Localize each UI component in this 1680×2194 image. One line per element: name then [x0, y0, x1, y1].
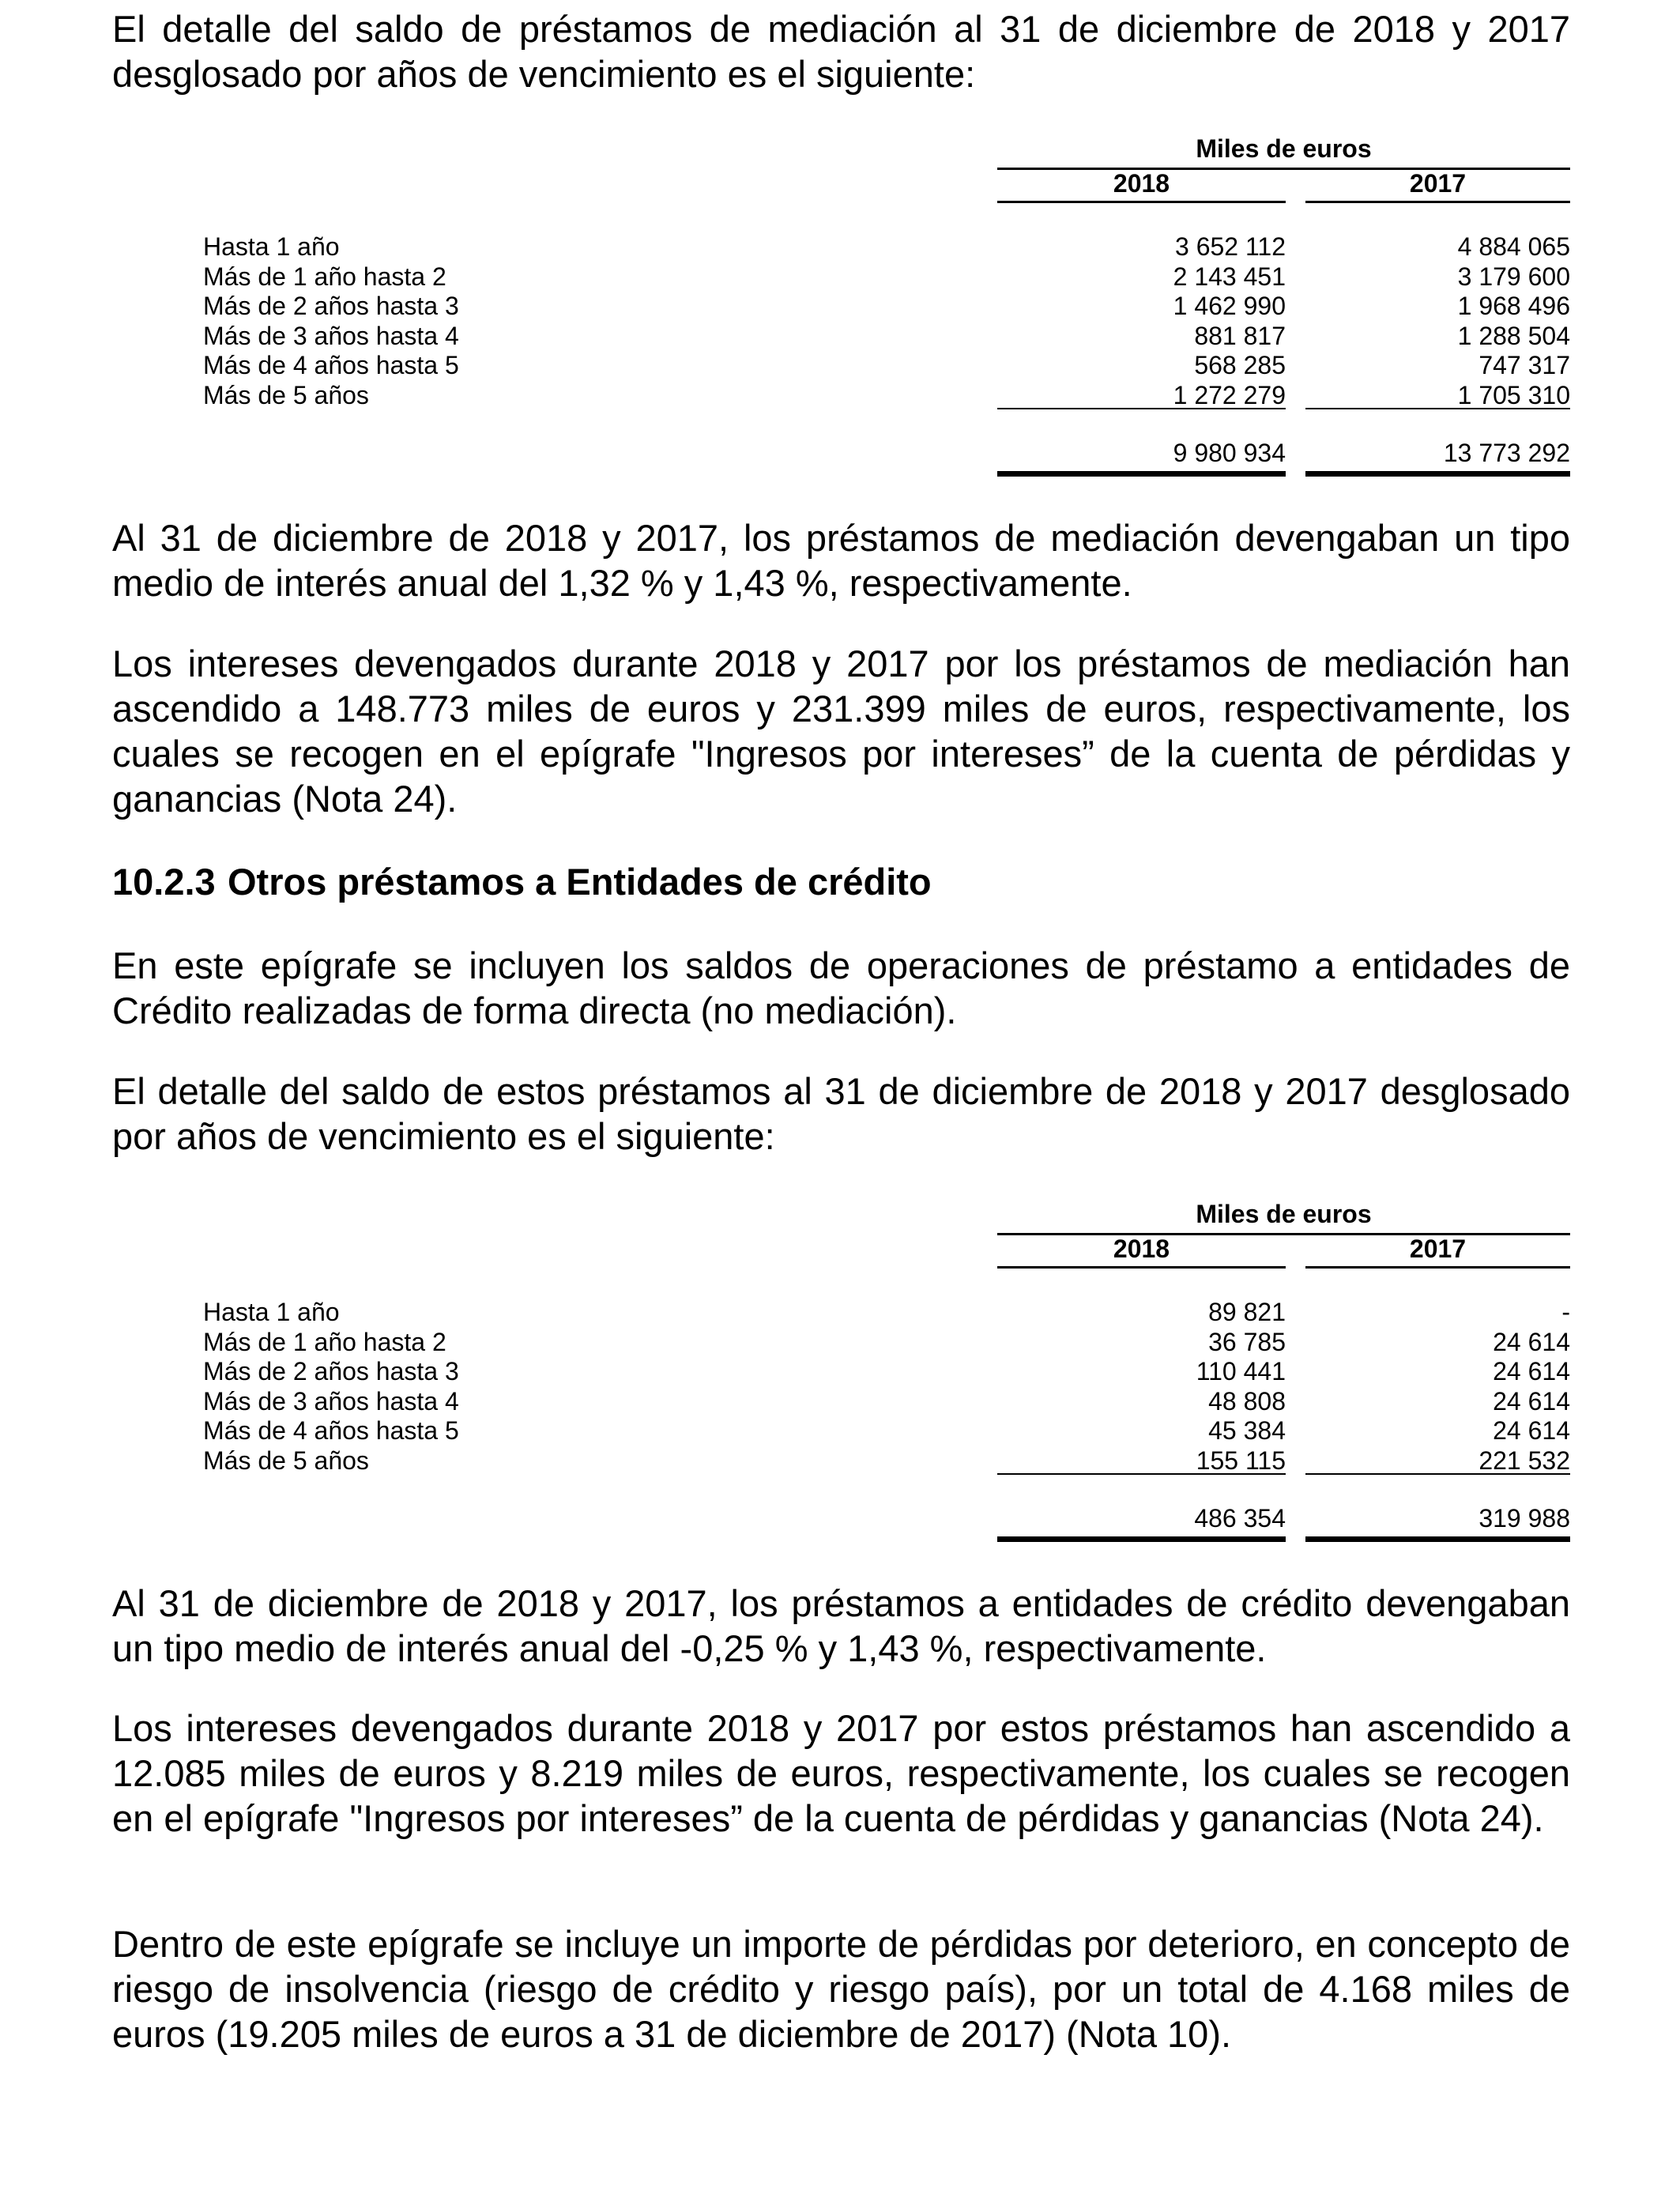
value-2017: 221 532 [1478, 1446, 1570, 1475]
value-2018: 45 384 [1208, 1416, 1286, 1445]
value-2018: 36 785 [1208, 1327, 1286, 1356]
value-2018: 48 808 [1208, 1386, 1286, 1416]
value-2018: 568 285 [1194, 351, 1286, 379]
section-heading [112, 859, 1570, 904]
value-2017: 24 614 [1493, 1327, 1570, 1356]
total-2018: 9 980 934 [1173, 439, 1286, 467]
value-2018: 1 272 279 [1173, 380, 1286, 409]
header-rule-2018 [997, 201, 1286, 203]
table-row [112, 1357, 1570, 1387]
row-label: Más de 4 años hasta 5 [203, 351, 459, 379]
column-header-2017: 2017 [1409, 169, 1467, 198]
table-row [112, 1416, 1570, 1446]
header-rule-2017 [1305, 201, 1570, 203]
table-row [112, 1328, 1570, 1358]
table-body [112, 1298, 1570, 1476]
interest-accrued-paragraph-2: Los intereses devengados durante 2018 y 2017 por estos préstamos han ascendido a 12.085 miles de euros y 8.219 miles de euros, respectivamente, los cuales se recogen en el epígrafe "Ingresos por intereses” de la cuenta de pérdidas y ganancias (Nota 24). [112, 1707, 1570, 1839]
value-2017: 4 884 065 [1457, 232, 1570, 261]
impairment-paragraph: Dentro de este epígrafe se incluye un importe de pérdidas por deterioro, en concepto de riesgo de insolvencia (riesgo de crédito y riesgo país), por un total de 4.168 miles de euros (19.205 miles de euros a 31 de diciembre de 2017) (Nota 10). [112, 1923, 1570, 2055]
value-2017: 1 705 310 [1457, 380, 1570, 409]
column-header-2018: 2018 [1113, 169, 1170, 198]
table-row [112, 1446, 1570, 1476]
value-2018: 881 817 [1194, 321, 1286, 350]
row-label: Más de 5 años [203, 1446, 369, 1475]
row-label: Más de 3 años hasta 4 [203, 321, 459, 350]
row-label: Más de 2 años hasta 3 [203, 1357, 459, 1385]
row-label: Hasta 1 año [203, 232, 340, 261]
value-2017: 747 317 [1478, 351, 1570, 379]
column-header-2018: 2018 [1113, 1235, 1170, 1263]
row-label: Más de 3 años hasta 4 [203, 1386, 459, 1416]
value-2018: 155 115 [1196, 1446, 1286, 1475]
subtotal-rule-2017 [1305, 408, 1570, 409]
value-2017: 1 968 496 [1457, 292, 1570, 320]
section-intro-paragraph: En este epígrafe se incluyen los saldos de operaciones de préstamo a entidades de Crédito realizadas de forma directa (no mediación). [112, 944, 1570, 1031]
table-row [112, 351, 1570, 381]
value-2017: - [1561, 1298, 1570, 1326]
header-rule-2017 [1305, 1266, 1570, 1269]
table-row [112, 381, 1570, 411]
interest-rate-paragraph-2: Al 31 de diciembre de 2018 y 2017, los préstamos a entidades de crédito devengaban un tipo medio de interés anual del -0,25 % y 1,43 %, respectivamente. [112, 1582, 1570, 1669]
value-2018: 2 143 451 [1173, 262, 1286, 291]
value-2017: 24 614 [1493, 1416, 1570, 1445]
table-row [112, 1298, 1570, 1328]
subtotal-rule-2017 [1305, 1473, 1570, 1475]
value-2018: 3 652 112 [1175, 232, 1286, 261]
total-2018: 486 354 [1194, 1504, 1286, 1532]
table-caption: Miles de euros [1196, 1200, 1372, 1228]
value-2017: 24 614 [1493, 1386, 1570, 1416]
row-label: Más de 1 año hasta 2 [203, 1327, 446, 1356]
total-2017: 319 988 [1478, 1504, 1570, 1532]
table-row [112, 262, 1570, 292]
interest-rate-paragraph-1: Al 31 de diciembre de 2018 y 2017, los préstamos de mediación devengaban un tipo medio de interés anual del 1,32 % y 1,43 %, respectivamente. [112, 517, 1570, 604]
header-rule-2018 [997, 1266, 1286, 1269]
table-row [112, 322, 1570, 352]
total-rule-2018 [997, 471, 1286, 477]
value-2018: 89 821 [1208, 1298, 1286, 1326]
column-header-2017: 2017 [1409, 1235, 1467, 1263]
table-caption: Miles de euros [1196, 134, 1372, 163]
section-title: Otros préstamos a Entidades de crédito [228, 861, 932, 903]
value-2017: 3 179 600 [1457, 262, 1570, 291]
total-rule-2017 [1305, 471, 1570, 477]
row-label: Más de 2 años hasta 3 [203, 292, 459, 320]
row-label: Más de 5 años [203, 380, 369, 409]
section-number: 10.2.3 [112, 861, 216, 903]
value-2018: 1 462 990 [1173, 292, 1286, 320]
subtotal-rule-2018 [997, 1473, 1286, 1475]
table-row [112, 232, 1570, 262]
interest-accrued-paragraph-1: Los intereses devengados durante 2018 y 2017 por los préstamos de mediación han ascendido a 148.773 miles de euros y 231.399 miles de euros, respectivamente, los cuales se recogen en el epígrafe "Ingresos por intereses” de la cuenta de pérdidas y ganancias (Nota 24). [112, 643, 1570, 820]
value-2017: 1 288 504 [1457, 321, 1570, 350]
total-2017: 13 773 292 [1443, 439, 1570, 467]
intro-paragraph: El detalle del saldo de préstamos de mediación al 31 de diciembre de 2018 y 2017 desglosado por años de vencimiento es el siguiente: [112, 8, 1570, 95]
detail-paragraph-2: El detalle del saldo de estos préstamos al 31 de diciembre de 2018 y 2017 desglosado por años de vencimiento es el siguiente: [112, 1070, 1570, 1157]
table-row [112, 1387, 1570, 1417]
row-label: Hasta 1 año [203, 1298, 340, 1326]
table-body [112, 232, 1570, 410]
value-2018: 110 441 [1196, 1357, 1286, 1385]
row-label: Más de 4 años hasta 5 [203, 1416, 459, 1445]
row-label: Más de 1 año hasta 2 [203, 262, 446, 291]
total-rule-2017 [1305, 1536, 1570, 1542]
subtotal-rule-2018 [997, 408, 1286, 409]
total-rule-2018 [997, 1536, 1286, 1542]
table-row [112, 292, 1570, 322]
value-2017: 24 614 [1493, 1357, 1570, 1385]
